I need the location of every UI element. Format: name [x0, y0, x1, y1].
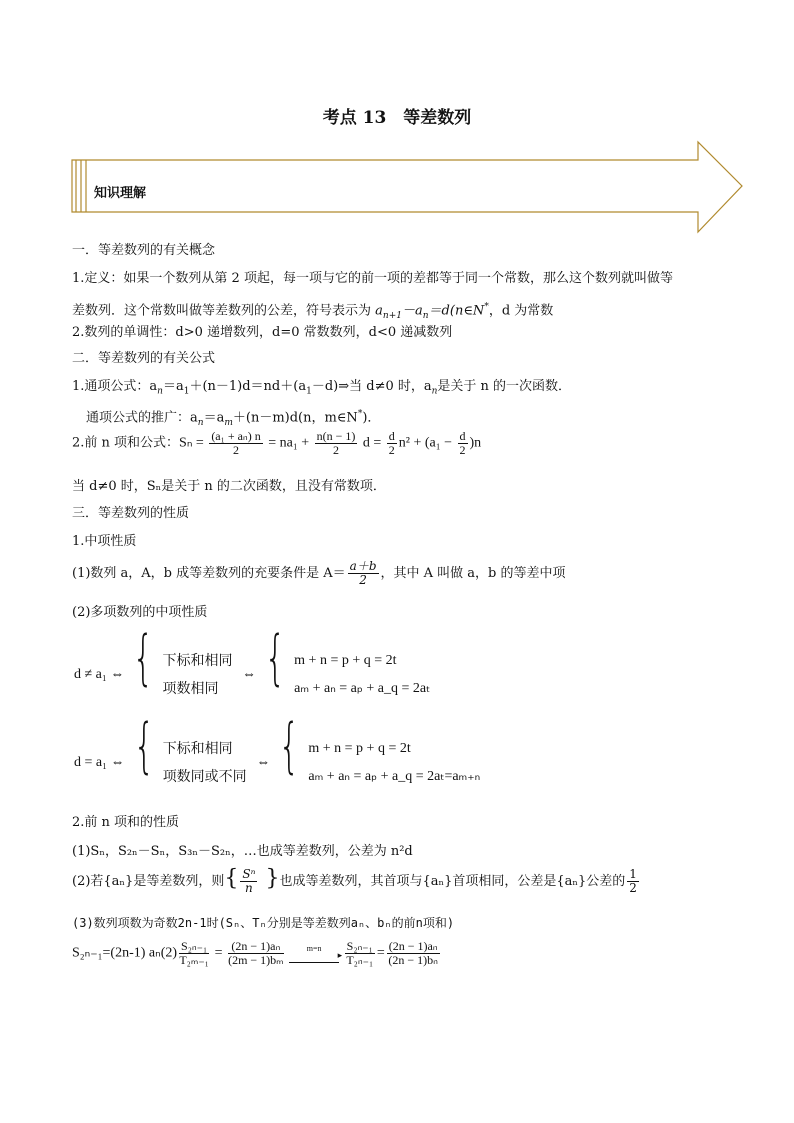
- general-term-extension-line: 通项公式的推广：$a_n=a_m+(n-m)d(n$，m∈N*)．: [86, 409, 381, 428]
- monotonicity-line: 2.数列的单调性：d>0 递增数列，d=0 常数数列，d<0 递减数列: [72, 325, 453, 340]
- section-banner-arrow: [70, 140, 746, 234]
- banner-label: 知识理解: [94, 186, 147, 201]
- case-diagram-2: d = a₁ ⇔ { 下标和相同 项数同或不同 ⇔ { m + n = p + q = 2t aₘ + aₙ = aₚ + a_q = 2aₜ=aₘ₊ₙ: [74, 711, 481, 785]
- heading-concepts: 一．等差数列的有关概念: [72, 243, 216, 258]
- heading-formulas: 二．等差数列的有关公式: [72, 351, 216, 366]
- multi-term-heading: (2)多项数列的中项性质: [72, 605, 208, 620]
- general-term-line: 1.通项公式：$a_n=a_1+(n-1)d=nd+(a_1-d)\Rightarrow$当 d≠0 时，$a_n$是关于 n 的一次函数．: [72, 379, 572, 397]
- sum-formula-line: 2.前 n 项和公式：Sₙ = $\frac{\text{(a₁ + aₙ) n}}{2}$ = na₁ + $\frac{n(n - 1)}{2}$ d = $\frac{d}{2}$ n² + (a₁ − $\frac{d}{2}$ )n: [72, 429, 482, 457]
- page-title: 考点 13 等差数列: [322, 108, 472, 128]
- middle-term-heading: 1.中项性质: [72, 534, 137, 549]
- definition-line-2: 差数列．这个常数叫做等差数列的公差，符号表示为 $a_{n+1}-a_n=d(n\in N^*$，d 为常数: [72, 302, 554, 321]
- definition-line-1: 1.定义：如果一个数列从第 2 项起，每一项与它的前一项的差都等于同一个常数，那么这个数列就叫做等: [72, 271, 673, 286]
- sum-property-3: (3)数列项数为奇数2n-1时(Sₙ、Tₙ分别是等差数列aₙ、bₙ的前n项和): [72, 916, 455, 930]
- sum-note-line: 当 d≠0 时，Sₙ是关于 n 的二次函数，且没有常数项．: [72, 479, 386, 494]
- sum-properties-heading: 2.前 n 项和的性质: [72, 815, 180, 830]
- case-diagram-1: d ≠ a₁ ⇔ { 下标和相同 项数相同 ⇔ { m + n = p + q = 2t aₘ + aₙ = aₚ + a_q = 2aₜ: [74, 623, 431, 697]
- odd-term-formula: S₂ₙ₋₁=(2n-1) aₙ(2) $\frac{\text{S₂ₙ₋₁}}{\text{T₂ₘ₋₁}}$ = $\frac{\text{(2n − 1)aₙ}}{\text{(2m − 1)bₘ}}$ m=n ▸ $\frac{\text{S₂ₙ₋₁}}{\text{T₂ₙ₋₁}}$ = $\frac{\text{(2n − 1)aₙ}}{\text{(2n − 1)bₙ}}$: [72, 939, 438, 967]
- sum-property-2: (2)若{aₙ}是等差数列，则{ $\frac{\text{Sⁿ}}{n}$ }也成等差数列，其首项与{aₙ}首项相同，公差是{aₙ}公差的 $\frac{1}{2}$: [72, 866, 637, 895]
- heading-properties: 三．等差数列的性质: [72, 506, 190, 521]
- sum-property-1: (1)Sₙ，S₂ₙ－Sₙ，S₃ₙ－S₂ₙ，…也成等差数列，公差为 n²d: [72, 844, 413, 859]
- middle-term-condition: (1)数列 a，A，b 成等差数列的充要条件是 A＝ $\frac{a+b}{2}$ ，其中 A 叫做 a，b 的等差中项: [72, 559, 566, 587]
